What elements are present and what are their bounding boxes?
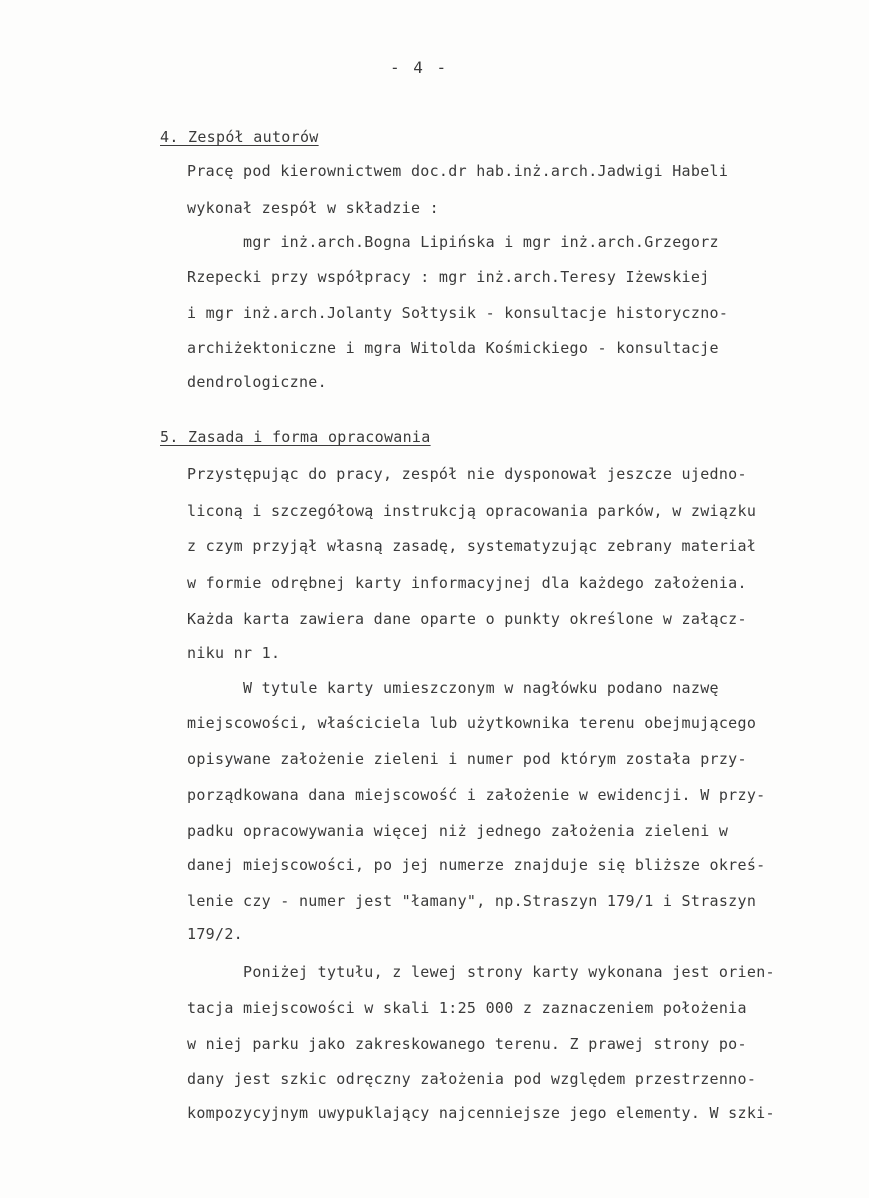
section-5-line-19: kompozycyjnym uwypuklający najcenniejsze jego elementy. W szki- bbox=[187, 1104, 775, 1122]
section-4-line-7: dendrologiczne. bbox=[187, 373, 327, 391]
section-5-line-4: w formie odrębnej karty informacyjnej dla każdego założenia. bbox=[187, 574, 747, 592]
section-5-line-9: opisywane założenie zieleni i numer pod którym została przy- bbox=[187, 750, 747, 768]
section-5-line-10: porządkowana dana miejscowość i założenie w ewidencji. W przy- bbox=[187, 786, 766, 804]
section-4-heading: 4. Zespół autorów bbox=[160, 128, 319, 146]
section-5-line-1: Przystępując do pracy, zespół nie dysponował jeszcze ujedno- bbox=[187, 465, 747, 483]
section-4-line-2: wykonał zespół w składzie : bbox=[187, 199, 439, 217]
page-number: - 4 - bbox=[390, 58, 449, 77]
section-4-line-1: Pracę pod kierownictwem doc.dr hab.inż.arch.Jadwigi Habeli bbox=[187, 162, 729, 180]
section-5-heading: 5. Zasada i forma opracowania bbox=[160, 428, 431, 446]
section-4-line-4: Rzepecki przy współpracy : mgr inż.arch.Teresy Iżewskiej bbox=[187, 268, 710, 286]
section-5-line-8: miejscowości, właściciela lub użytkownika terenu obejmującego bbox=[187, 714, 757, 732]
section-5-line-3: z czym przyjął własną zasadę, systematyzując zebrany materiał bbox=[187, 537, 757, 555]
section-5-line-18: dany jest szkic odręczny założenia pod względem przestrzenno- bbox=[187, 1070, 757, 1088]
section-5-line-17: w niej parku jako zakreskowanego terenu. Z prawej strony po- bbox=[187, 1035, 747, 1053]
section-5-line-11: padku opracowywania więcej niż jednego założenia zieleni w bbox=[187, 822, 729, 840]
section-5-line-13: lenie czy - numer jest "łamany", np.Straszyn 179/1 i Straszyn bbox=[187, 892, 757, 910]
section-5-line-5: Każda karta zawiera dane oparte o punkty określone w załącz- bbox=[187, 610, 747, 628]
section-5-line-15: Poniżej tytułu, z lewej strony karty wykonana jest orien- bbox=[243, 963, 775, 981]
section-4-line-3: mgr inż.arch.Bogna Lipińska i mgr inż.arch.Grzegorz bbox=[243, 233, 719, 251]
section-5-line-2: liconą i szczegółową instrukcją opracowania parków, w związku bbox=[187, 502, 757, 520]
section-4-line-5: i mgr inż.arch.Jolanty Sołtysik - konsultacje historyczno- bbox=[187, 304, 729, 322]
section-5-line-7: W tytule karty umieszczonym w nagłówku podano nazwę bbox=[243, 679, 719, 697]
section-5-line-16: tacja miejscowości w skali 1:25 000 z zaznaczeniem położenia bbox=[187, 999, 747, 1017]
section-5-line-12: danej miejscowości, po jej numerze znajduje się bliższe okreś- bbox=[187, 856, 766, 874]
section-4-line-6: archiżektoniczne i mgra Witolda Kośmickiego - konsultacje bbox=[187, 339, 719, 357]
section-5-line-6: niku nr 1. bbox=[187, 644, 281, 662]
section-5-line-14: 179/2. bbox=[187, 925, 243, 943]
